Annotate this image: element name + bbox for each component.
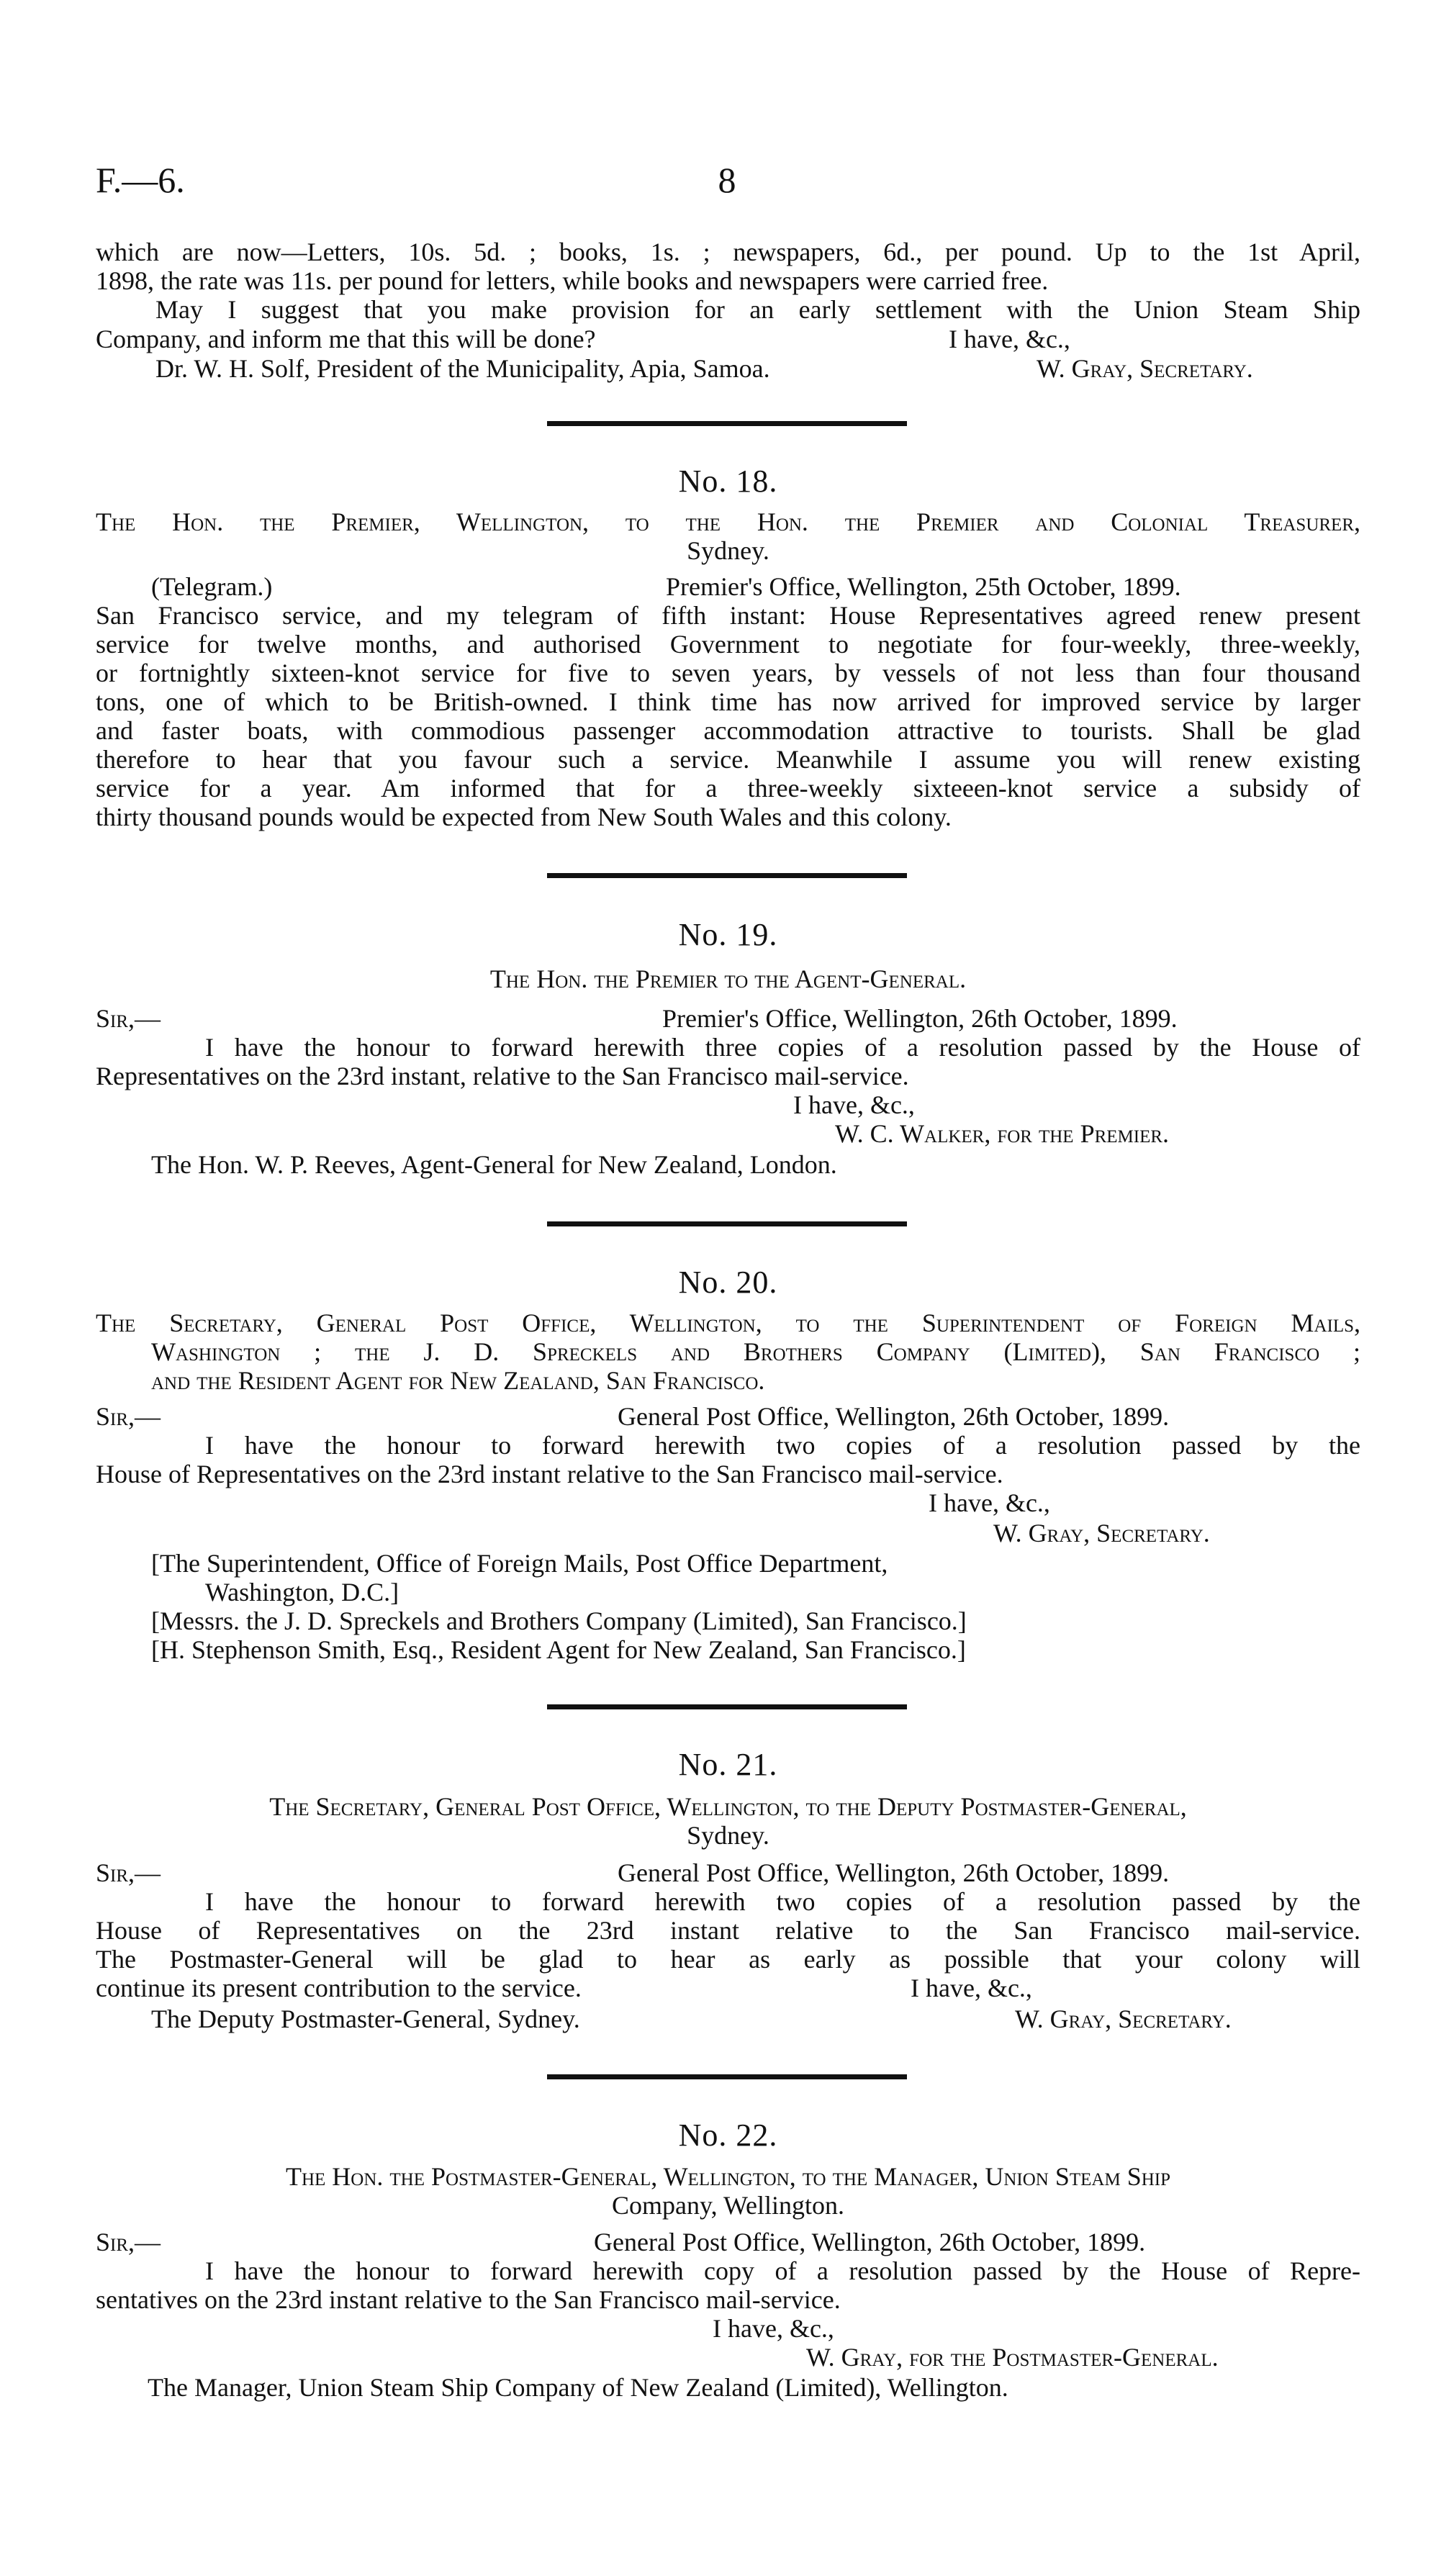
letter-19-salutation: Sir,—	[96, 1004, 161, 1033]
intro-line-4-left: Company, and inform me that this will be done?	[96, 325, 596, 353]
letter-20-address-1: [The Superintendent, Office of Foreign Mails, Post Office Department,	[151, 1549, 888, 1578]
letter-18-dateline: Premier's Office, Wellington, 25th October, 1899.	[666, 572, 1181, 601]
page-number: 8	[718, 160, 736, 200]
page-code: F.—6.	[96, 160, 185, 200]
letter-18-body-8: thirty thousand pounds would be expected from New South Wales and this colony.	[96, 803, 952, 831]
letter-18-body-1: San Francisco service, and my telegram of fifth instant: House Representatives agreed renew present	[96, 601, 1360, 630]
letter-18-heading-2: Sydney.	[687, 536, 769, 565]
section-divider	[547, 2074, 907, 2079]
letter-18-heading-1: The Hon. the Premier, Wellington, to the Hon. the Premier and Colonial Treasurer,	[96, 507, 1360, 536]
letter-21-body-4-right: I have, &c.,	[911, 1974, 1032, 2002]
letter-18-kind: (Telegram.)	[151, 572, 273, 601]
letter-22-closing: I have, &c.,	[713, 2314, 834, 2343]
letter-20-closing: I have, &c.,	[929, 1488, 1050, 1517]
letter-22-heading-2: Company, Wellington.	[611, 2191, 845, 2220]
letter-21-body-4-left: continue its present contribution to the service.	[96, 1974, 582, 2002]
letter-18-body-5: and faster boats, with commodious passenger accommodation attractive to tourists. Shall be glad	[96, 716, 1360, 745]
letter-19-body-2: Representatives on the 23rd instant, relative to the San Francisco mail-service.	[96, 1062, 909, 1090]
intro-line-1: which are now—Letters, 10s. 5d. ; books, 1s. ; newspapers, 6d., per pound. Up to the 1st April,	[96, 238, 1360, 266]
letter-22-body-2: sentatives on the 23rd instant relative to the San Francisco mail-service.	[96, 2285, 841, 2314]
letter-18-body-2: service for twelve months, and authorised Government to negotiate for four-weekly, three-weekly,	[96, 630, 1360, 659]
letter-19-address: The Hon. W. P. Reeves, Agent-General for New Zealand, London.	[151, 1150, 837, 1179]
letter-20-signature: W. Gray, Secretary.	[993, 1519, 1210, 1547]
letter-21-salutation: Sir,—	[96, 1858, 161, 1887]
section-divider	[547, 873, 907, 878]
letter-21-body-2: House of Representatives on the 23rd instant relative to the San Francisco mail-service.	[96, 1916, 1360, 1945]
letter-19-signature: W. C. Walker, for the Premier.	[835, 1119, 1170, 1148]
letter-19-heading: The Hon. the Premier to the Agent-General.	[489, 964, 967, 993]
letter-22-body-1: I have the honour to forward herewith copy of a resolution passed by the House of Repre-	[205, 2256, 1360, 2285]
letter-number-19: No. 19.	[678, 917, 778, 952]
letter-20-body-1: I have the honour to forward herewith two copies of a resolution passed by the	[205, 1431, 1360, 1460]
intro-line-3: May I suggest that you make provision for an early settlement with the Union Steam Ship	[155, 295, 1360, 324]
letter-21-heading-2: Sydney.	[687, 1821, 769, 1850]
letter-20-heading-1: The Secretary, General Post Office, Wellington, to the Superintendent of Foreign Mails,	[96, 1309, 1360, 1337]
letter-20-heading-2: Washington ; the J. D. Spreckels and Brothers Company (Limited), San Francisco ;	[151, 1337, 1360, 1366]
letter-number-18: No. 18.	[678, 464, 778, 499]
letter-number-22: No. 22.	[678, 2118, 778, 2153]
letter-18-body-6: therefore to hear that you favour such a service. Meanwhile I assume you will renew existing	[96, 745, 1360, 774]
letter-19-dateline: Premier's Office, Wellington, 26th October, 1899.	[662, 1004, 1178, 1033]
letter-21-body-3: The Postmaster-General will be glad to hear as early as possible that your colony will	[96, 1945, 1360, 1974]
letter-19-closing: I have, &c.,	[793, 1090, 915, 1119]
intro-line-2: 1898, the rate was 11s. per pound for letters, while books and newspapers were carried free.	[96, 266, 1049, 295]
letter-21-address: The Deputy Postmaster-General, Sydney.	[151, 2005, 580, 2033]
letter-22-dateline: General Post Office, Wellington, 26th October, 1899.	[594, 2228, 1146, 2256]
section-divider	[547, 1221, 907, 1226]
letter-20-address-4: [H. Stephenson Smith, Esq., Resident Agent for New Zealand, San Francisco.]	[151, 1635, 966, 1664]
letter-20-address-3: [Messrs. the J. D. Spreckels and Brothers Company (Limited), San Francisco.]	[151, 1606, 967, 1635]
letter-22-address: The Manager, Union Steam Ship Company of New Zealand (Limited), Wellington.	[148, 2373, 1008, 2402]
letter-20-dateline: General Post Office, Wellington, 26th October, 1899.	[618, 1402, 1170, 1431]
letter-20-heading-3: and the Resident Agent for New Zealand, San Francisco.	[151, 1366, 765, 1395]
letter-19-body-1: I have the honour to forward herewith three copies of a resolution passed by the House of	[205, 1033, 1360, 1062]
letter-21-heading-1: The Secretary, General Post Office, Wellington, to the Deputy Postmaster-General,	[269, 1792, 1187, 1821]
letter-number-20: No. 20.	[678, 1265, 778, 1300]
letter-21-body-1: I have the honour to forward herewith two copies of a resolution passed by the	[205, 1887, 1360, 1916]
letter-21-dateline: General Post Office, Wellington, 26th October, 1899.	[618, 1858, 1170, 1887]
letter-20-body-2: House of Representatives on the 23rd instant relative to the San Francisco mail-service.	[96, 1460, 1003, 1488]
letter-20-address-2: Washington, D.C.]	[205, 1578, 399, 1606]
intro-signature: W. Gray, Secretary.	[1037, 354, 1253, 383]
section-divider	[547, 1704, 907, 1709]
letter-22-heading-1: The Hon. the Postmaster-General, Wellington, to the Manager, Union Steam Ship	[285, 2162, 1171, 2191]
letter-22-signature: W. Gray, for the Postmaster-General.	[806, 2343, 1219, 2372]
letter-18-body-7: service for a year. Am informed that for a three-weekly sixteeen-knot service a subsidy of	[96, 774, 1360, 803]
letter-22-salutation: Sir,—	[96, 2228, 161, 2256]
section-divider	[547, 421, 907, 426]
intro-line-4-right: I have, &c.,	[949, 325, 1070, 353]
intro-address: Dr. W. H. Solf, President of the Municipality, Apia, Samoa.	[155, 354, 770, 383]
letter-18-body-4: tons, one of which to be British-owned. I think time has now arrived for improved service by larger	[96, 687, 1360, 716]
letter-number-21: No. 21.	[678, 1747, 778, 1782]
letter-20-salutation: Sir,—	[96, 1402, 161, 1431]
letter-21-signature: W. Gray, Secretary.	[1015, 2005, 1232, 2033]
letter-18-body-3: or fortnightly sixteen-knot service for five to seven years, by vessels of not less than four thousand	[96, 659, 1360, 687]
